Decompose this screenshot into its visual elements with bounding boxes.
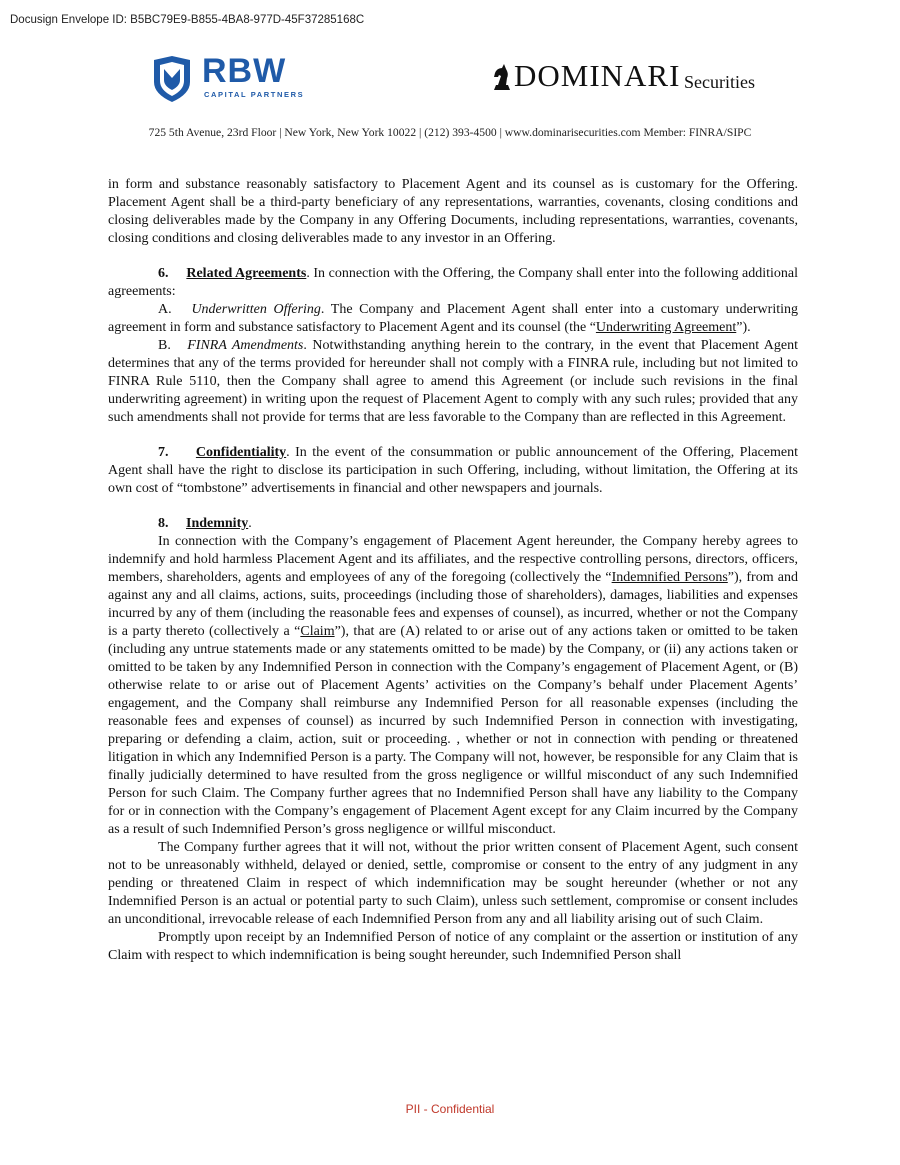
section-8-paragraph-1 [108,533,798,839]
section-8-p1-a: In connection with the Company’s engagement of Placement Agent hereunder, the Company hereby agrees to indemnify and hold harmless Placement Agent and its affiliates, and the respective controlling persons, directors, officers, members, shareholders, agents and employees of any of the foregoing (collectively the “ [108,534,798,585]
section-6-heading [108,265,798,301]
dominari-logo [490,60,780,100]
rbw-logo [150,52,310,106]
envelope-id: Docusign Envelope ID: B5BC79E9-B855-4BA8-977D-45F37285168C [10,14,365,26]
section-6a [108,301,798,337]
section-7-title: Confidentiality [195,445,287,460]
section-6b-label: B. [158,338,171,353]
section-8-title: Indemnity [186,516,249,531]
section-8-p1-c: ”), that are (A) related to or arise out of any actions taken or omitted to be taken (including any untrue statements made or any statements omitted to be made) by the Company, or (ii) any actions taken or omitted to be taken by any Indemnified Person in connection with the Company’s engagement of Placement Agent, or (B) otherwise relate to or arise out of Placement Agents’ activities on the Company’s behalf under Placement Agents’ engagement, and the Company shall reimburse any Indemnified Person for all reasonable expenses (including the reasonable fees and expenses of counsel) as incurred by such Indemnified Person in connection with investigating, preparing or defending a claim, action, suit or proceeding. , whether or not in connection with pending or threatened litigation in which any Indemnified Person is a party. The Company will not, however, be responsible for any Claim that is finally judicially determined to have resulted from the gross negligence or willful misconduct of any such Indemnified Person for such Claim. The Company further agrees that no Indemnified Person shall have any liability to the Company for or in connection with the Company’s engagement of Placement Agent except for any Claim incurred by the Company as a result of such Indemnified Person’s gross negligence or willful misconduct. [108,624,798,837]
section-8-paragraph-2: The Company further agrees that it will not, without the prior written consent of Placement Agent, such consent not to be unreasonably withheld, delayed or denied, settle, compromise or consent to the entry of any judgment in any pending or threatened Claim in respect of which indemnification may be sought hereunder (whether or not any Indemnified Person is an actual or potential party to such Claim), unless such settlement, compromise or consent includes an unconditional, irrevocable release of each Indemnified Person from any and all liability arising out of such Claim. [108,840,798,927]
rbw-shield-icon [150,56,194,102]
section-6a-end: ”). [736,320,751,335]
claim-term: Claim [300,624,335,639]
section-6b-title: FINRA Amendments [187,338,304,353]
section-6b [108,337,798,427]
section-6a-text: . The Company and Placement Agent shall enter into a customary underwriting agreement in form and substance satisfactory to Placement Agent and its counsel (the “ [108,302,799,335]
section-6a-label: A. [158,302,172,317]
letterhead-address: 725 5th Avenue, 23rd Floor | New York, New York 10022 | (212) 393-4500 | www.dominarisecurities.com Member: FINRA/SIPC [148,126,752,139]
section-8-number: 8. [158,516,169,531]
footer-classification: PII - Confidential [405,1102,495,1116]
section-8-paragraph-3: Promptly upon receipt by an Indemnified Person of notice of any complaint or the assertion or institution of any Claim with respect to which indemnification is being sought hereunder, such Indemnified Person shall [108,930,798,963]
section-6-title: Related Agreements [186,266,307,281]
intro-paragraph: in form and substance reasonably satisfactory to Placement Agent and its counsel as is customary for the Offering. Placement Agent shall be a third-party beneficiary of any representations, warranties, covenants, closing conditions and closing deliverables made by the Company in any Offering Documents, including representations, warranties, covenants, closing conditions and closing deliverables made to any investor in an Offering. [108,177,798,246]
rbw-subtitle: CAPITAL PARTNERS [204,90,305,99]
section-7-text: . In the event of the consummation or public announcement of the Offering, Placement Agent shall have the right to disclose its participation in such Offering, including, without limitation, the Offering at its own cost of “tombstone” advertisements in financial and other newspapers and journals. [108,445,798,496]
section-8-heading [108,515,798,533]
rbw-name: RBW [202,52,287,90]
section-6-text: . In connection with the Offering, the Company shall enter into the following additional agreements: [108,266,799,299]
section-7-number: 7. [158,445,169,460]
section-6a-term: Underwriting Agreement [595,320,737,335]
section-8-p1-b: ”), from and against any and all claims, actions, suits, proceedings (including those of shareholders), damages, liabilities and expenses incurred by any of them (including the reasonable fees and expenses of counsel), as incurred, whether or not the Company is a party thereto (collectively a “ [108,570,798,639]
section-8-dot: . [248,516,252,531]
section-6-number: 6. [158,266,169,281]
section-6a-title: Underwritten Offering [191,302,321,317]
dominari-name: DOMINARI [514,58,681,93]
indemnified-persons-term: Indemnified Persons [611,570,728,585]
section-7 [108,444,798,498]
dominari-securities: Securities [684,72,755,92]
document-body [108,176,798,965]
knight-icon [490,62,514,92]
section-6b-text: . Notwithstanding anything herein to the contrary, in the event that Placement Agent determines that any of the terms provided for hereunder shall not comply with a FINRA rule, including but not limited to FINRA Rule 5110, then the Company shall agree to amend this Agreement (or include such revisions in the final underwriting agreement) in writing upon the request of Placement Agent to comply with any such rules; provided that any such amendments shall not provide for terms that are less favorable to the Company than are reflected in this Agreement. [108,338,799,425]
